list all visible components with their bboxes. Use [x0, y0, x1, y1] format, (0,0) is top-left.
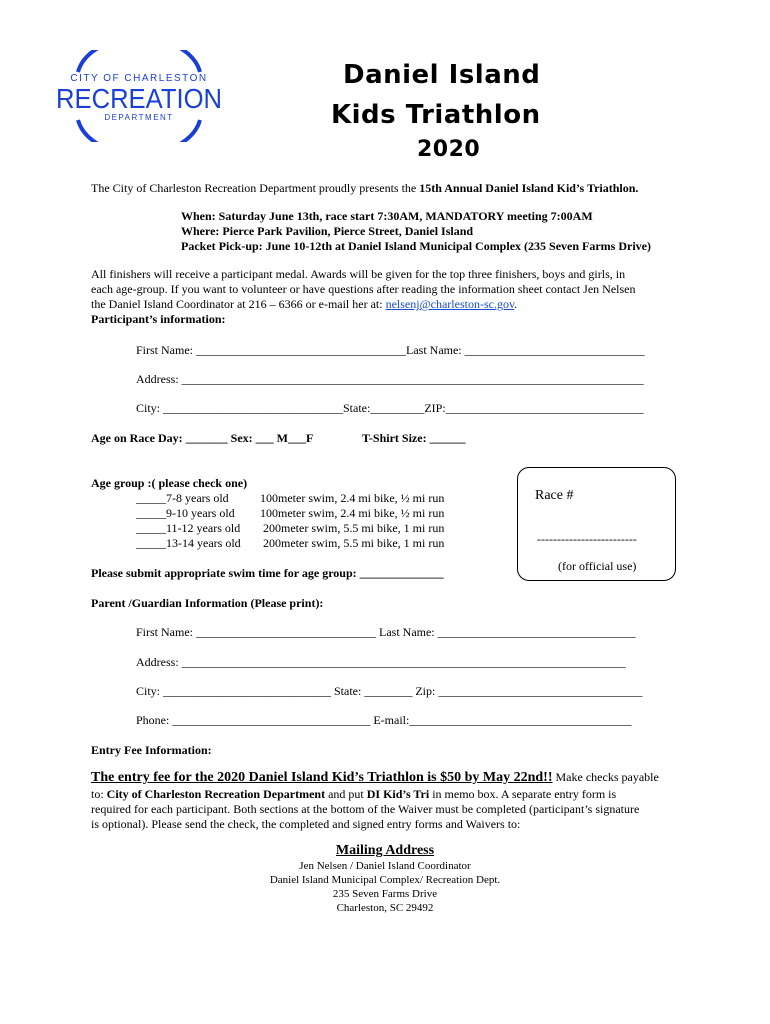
finishers-line3-suffix: .: [514, 297, 518, 311]
fee-payee: City of Charleston Recreation Department: [106, 787, 326, 801]
logo-top-text: CITY OF CHARLESTON: [70, 73, 208, 84]
where-line: Where: Pierce Park Pavilion, Pierce Street, Daniel Island: [181, 224, 474, 238]
age-group-option[interactable]: _____11-12 years old: [136, 521, 241, 535]
fee-line1: [91, 770, 659, 786]
tshirt-field[interactable]: T-Shirt Size: ______: [362, 431, 466, 445]
guardian-address-field[interactable]: Address: __________________________________________________________________________: [136, 655, 626, 669]
when-line: When: Saturday June 13th, race start 7:30AM, MANDATORY meeting 7:00AM: [181, 209, 593, 223]
race-number-line: -------------------------: [537, 532, 637, 546]
mailing-line: Jen Nelsen / Daniel Island Coordinator: [299, 860, 471, 872]
finishers-line3-prefix: the Daniel Island Coordinator at 216 – 6366 or e-mail her at:: [91, 297, 386, 311]
mailing-line: Daniel Island Municipal Complex/ Recreation Dept.: [269, 874, 501, 886]
participant-address-field[interactable]: Address: _____________________________________________________________________________: [136, 372, 644, 386]
intro-bold: 15th Annual Daniel Island Kid’s Triathlon.: [419, 181, 639, 195]
fee-amount-text: The entry fee for the 2020 Daniel Island Kid’s Triathlon is $50 by May 22nd!!: [91, 770, 553, 785]
fee-after-big: Make checks payable: [552, 770, 659, 784]
finishers-line3: [91, 297, 517, 312]
age-group-option[interactable]: _____9-10 years old: [136, 506, 235, 520]
logo-bottom-text: DEPARTMENT: [104, 113, 174, 122]
age-group-distance: 200meter swim, 5.5 mi bike, 1 mi run: [263, 521, 445, 535]
guardian-city-field[interactable]: City: ____________________________ State: ________ Zip: __________________________________: [136, 684, 643, 698]
fee-line3: required for each participant. Both sections at the bottom of the Waiver must be completed (participant’s signature: [91, 802, 640, 816]
title-line2: Kids Triathlon: [331, 100, 541, 130]
title-year: 2020: [417, 137, 481, 162]
packet-line: Packet Pick-up: June 10-12th at Daniel Island Municipal Complex (235 Seven Farms Drive): [181, 239, 651, 253]
race-number-label: Race #: [535, 488, 574, 503]
official-use-note: (for official use): [558, 559, 637, 573]
intro-prefix: The City of Charleston Recreation Department proudly presents the: [91, 181, 420, 195]
finishers-line2: each age-group. If you want to volunteer or have questions after reading the information sheet contact Jen Nelsen: [91, 282, 636, 296]
intro-text: [91, 181, 638, 196]
age-group-heading: Age group :( please check one): [91, 476, 248, 490]
logo-main-text: RECREATION: [56, 83, 222, 114]
age-group-option[interactable]: _____13-14 years old: [136, 536, 241, 550]
age-group-option[interactable]: _____7-8 years old: [136, 491, 229, 505]
mailing-line: 235 Seven Farms Drive: [332, 888, 438, 900]
participant-name-field[interactable]: First Name: ___________________________________Last Name: ______________________________: [136, 343, 645, 357]
fee-line2: [91, 787, 616, 802]
title-line1: Daniel Island: [343, 60, 541, 90]
fee-line2-a: to:: [91, 787, 107, 801]
finishers-line1: All finishers will receive a participant medal. Awards will be given for the top three finishers, boys and girls, in: [91, 267, 626, 281]
coordinator-email-link[interactable]: nelsenj@charleston-sc.gov: [385, 297, 515, 311]
fee-heading: Entry Fee Information:: [91, 743, 212, 757]
participant-city-field[interactable]: City: ______________________________State:_________ZIP:_________________________________: [136, 401, 644, 415]
fee-line2-c: and put: [325, 787, 367, 801]
guardian-phone-field[interactable]: Phone: _________________________________ E-mail:_____________________________________: [136, 713, 632, 727]
age-group-distance: 200meter swim, 5.5 mi bike, 1 mi run: [263, 536, 445, 550]
mailing-heading: Mailing Address: [335, 843, 435, 858]
guardian-name-field[interactable]: First Name: ______________________________ Last Name: _________________________________: [136, 625, 636, 639]
age-group-distance: 100meter swim, 2.4 mi bike, ½ mi run: [260, 491, 445, 505]
age-group-distance: 100meter swim, 2.4 mi bike, ½ mi run: [260, 506, 445, 520]
participant-heading: Participant’s information:: [91, 312, 226, 326]
recreation-logo: [54, 50, 224, 142]
swim-time-field[interactable]: Please submit appropriate swim time for age group: ______________: [91, 566, 444, 580]
fee-memo: DI Kid’s Tri: [366, 787, 430, 801]
age-sex-field[interactable]: Age on Race Day: _______ Sex: ___ M___F: [91, 431, 314, 445]
fee-line2-e: in memo box. A separate entry form is: [429, 787, 617, 801]
guardian-heading: Parent /Guardian Information (Please print):: [91, 596, 324, 610]
fee-line4: is optional). Please send the check, the completed and signed entry forms and Waivers to:: [91, 817, 521, 831]
mailing-line: Charleston, SC 29492: [336, 902, 434, 914]
